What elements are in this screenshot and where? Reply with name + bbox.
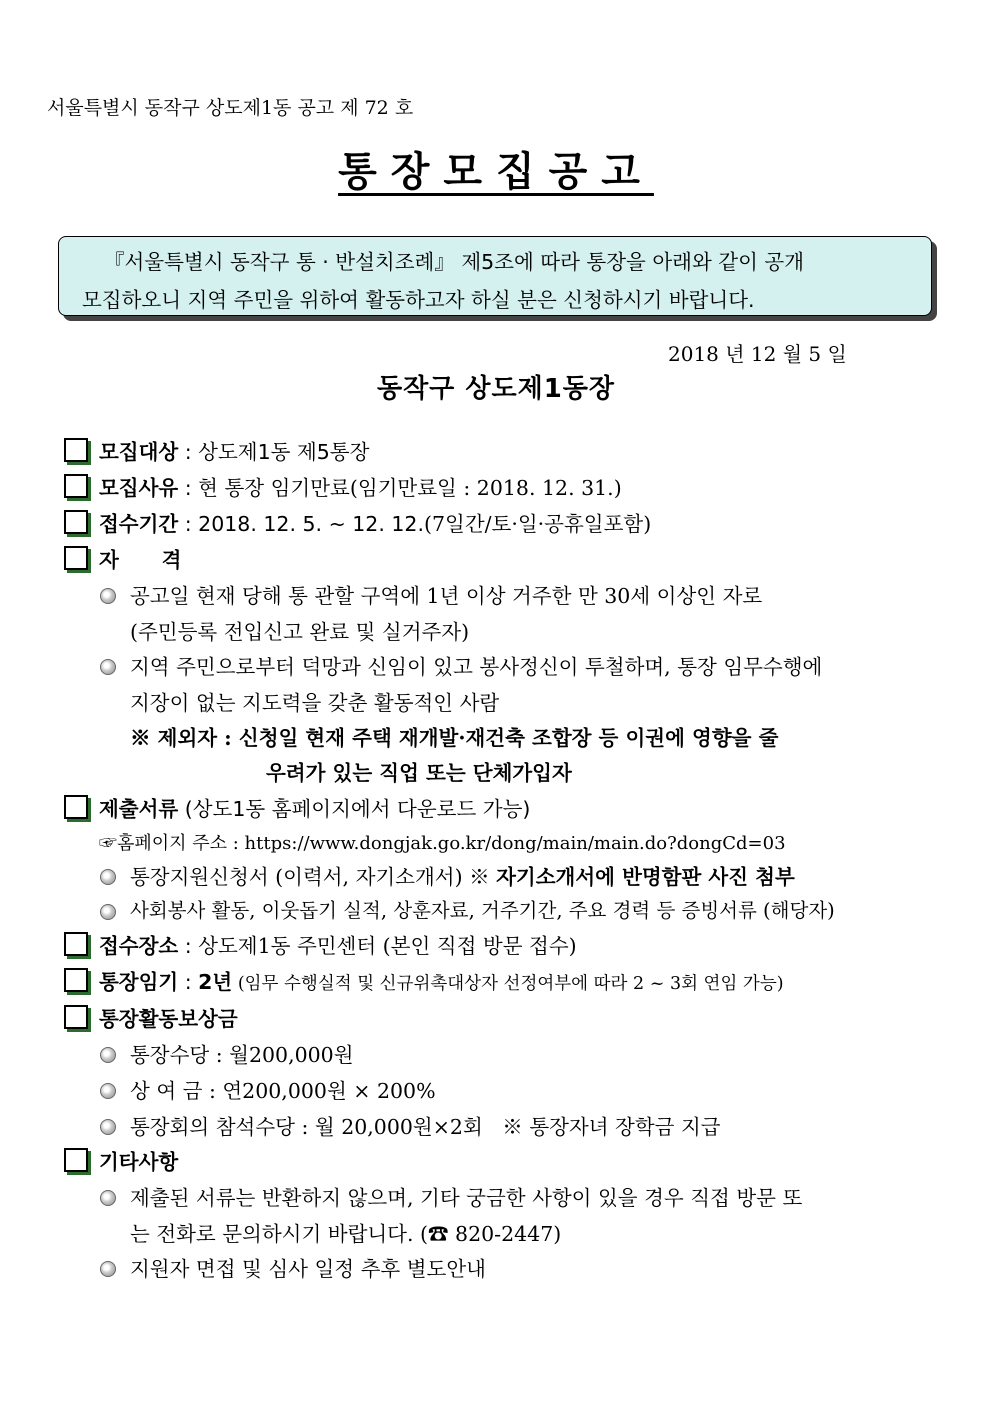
- section-note: (임기만료일 : 2018. 12. 31.): [349, 476, 622, 500]
- checkbox-icon: [64, 474, 88, 498]
- section-value: 2018. 12. 5. ~ 12. 12.: [198, 512, 424, 536]
- circle-bullet-icon: [100, 869, 116, 885]
- circle-bullet-icon: [100, 904, 116, 920]
- checkbox-icon: [64, 932, 88, 956]
- section-label: 제출서류: [99, 797, 179, 821]
- section-label-note: (상도1동 홈페이지에서 다운로드 가능): [178, 797, 531, 821]
- section-separator: :: [178, 970, 199, 994]
- documents-item-2: 사회봉사 활동, 이웃돕기 실적, 상훈자료, 거주기간, 주요 경력 등 증빙서류 (해당자): [130, 899, 835, 922]
- section-note: (7일간/토·일·공휴일포함): [423, 512, 652, 536]
- section-separator: :: [178, 440, 199, 464]
- checkbox-icon: [64, 1005, 88, 1029]
- etc-item-1-line-2: 는 전화로 문의하시기 바랍니다. (☎ 820-2447): [130, 1222, 562, 1246]
- circle-bullet-icon: [100, 1261, 116, 1277]
- section-value: 상도제1동 주민센터 (본인 직접 방문 접수): [198, 934, 577, 958]
- checkbox-icon: [64, 510, 88, 534]
- qualification-item-1-line-2: (주민등록 전입신고 완료 및 실거주자): [130, 620, 470, 644]
- section-place: [99, 929, 577, 959]
- section-etc-label: 기타사항: [99, 1150, 179, 1174]
- section-note: (임무 수행실적 및 신규위촉대상자 선정여부에 따라 2 ~ 3회 연임 가능): [232, 974, 784, 994]
- circle-bullet-icon: [100, 588, 116, 604]
- qualification-item-2-line-2: 지장이 없는 지도력을 갖춘 활동적인 사람: [130, 691, 500, 715]
- circle-bullet-icon: [100, 659, 116, 675]
- qualification-item-1-line-1: 공고일 현재 당해 통 관할 구역에 1년 이상 거주한 만 30세 이상인 자로: [130, 584, 763, 608]
- circle-bullet-icon: [100, 1119, 116, 1135]
- etc-item-1-line-1: 제출된 서류는 반환하지 않으며, 기타 궁금한 사항이 있을 경우 직접 방문 또: [130, 1186, 803, 1210]
- section-term: [99, 965, 784, 995]
- circle-bullet-icon: [100, 1190, 116, 1206]
- document-date: 2018 년 12 월 5 일: [668, 342, 847, 366]
- intro-line-1: 『서울특별시 동작구 통 · 반설치조례』 제5조에 따라 통장을 아래와 같이 공개: [104, 250, 805, 274]
- checkbox-icon: [64, 795, 88, 819]
- section-label: 접수장소: [99, 934, 179, 958]
- documents-item-1: [130, 860, 795, 890]
- checkbox-icon: [64, 438, 88, 462]
- exclusion-line-2: 우려가 있는 직업 또는 단체가입자: [266, 761, 572, 785]
- etc-item-2: 지원자 면접 및 심사 일정 추후 별도안내: [130, 1257, 486, 1281]
- section-separator: :: [178, 476, 199, 500]
- notice-number: 서울특별시 동작구 상도제1동 공고 제 72 호: [47, 97, 414, 119]
- allowance-item-2: 상 여 금 : 연200,000원 × 200%: [130, 1079, 436, 1103]
- document-title-text: 통장모집공고: [338, 149, 654, 195]
- circle-bullet-icon: [100, 1083, 116, 1099]
- section-target: [99, 435, 369, 465]
- document-title: [0, 140, 992, 197]
- checkbox-icon: [64, 968, 88, 992]
- section-label: 통장임기: [99, 970, 179, 994]
- section-label: 접수기간: [99, 512, 179, 536]
- checkbox-icon: [64, 1148, 88, 1172]
- section-documents: [99, 792, 530, 822]
- section-period: [99, 507, 651, 537]
- allowance-item-1: 통장수당 : 월200,000원: [130, 1043, 354, 1067]
- section-label: 모집대상: [99, 440, 179, 464]
- allowance-item-3: 통장회의 참석수당 : 월 20,000원×2회 ※ 통장자녀 장학금 지급: [130, 1115, 721, 1139]
- section-separator: :: [178, 512, 199, 536]
- section-reason: [99, 471, 622, 501]
- section-label: 모집사유: [99, 476, 179, 500]
- section-value: 2년: [198, 970, 233, 994]
- section-allowance-label: 통장활동보상금: [99, 1007, 238, 1031]
- section-value: 상도제1동 제5통장: [198, 440, 370, 464]
- section-qualification-label: 자 격: [99, 548, 182, 572]
- qualification-item-2-line-1: 지역 주민으로부터 덕망과 신임이 있고 봉사정신이 투철하며, 통장 임무수행에: [130, 655, 823, 679]
- homepage-address: ☞홈페이지 주소 : https://www.dongjak.go.kr/dong/main/main.do?dongCd=03: [99, 833, 786, 854]
- issuer: 동작구 상도제1동장: [376, 374, 616, 404]
- exclusion-line-1: ※ 제외자 : 신청일 현재 주택 재개발·재건축 조합장 등 이권에 영향을 줄: [130, 726, 779, 750]
- documents-item-1-emphasis: 자기소개서에 반명함판 사진 첨부: [496, 865, 795, 889]
- documents-item-1-text: 통장지원신청서 (이력서, 자기소개서) ※: [130, 865, 497, 889]
- section-separator: :: [178, 934, 199, 958]
- checkbox-icon: [64, 546, 88, 570]
- circle-bullet-icon: [100, 1047, 116, 1063]
- section-value: 현 통장 임기만료: [198, 476, 350, 500]
- intro-line-2: 모집하오니 지역 주민을 위하여 활동하고자 하실 분은 신청하시기 바랍니다.: [82, 288, 755, 312]
